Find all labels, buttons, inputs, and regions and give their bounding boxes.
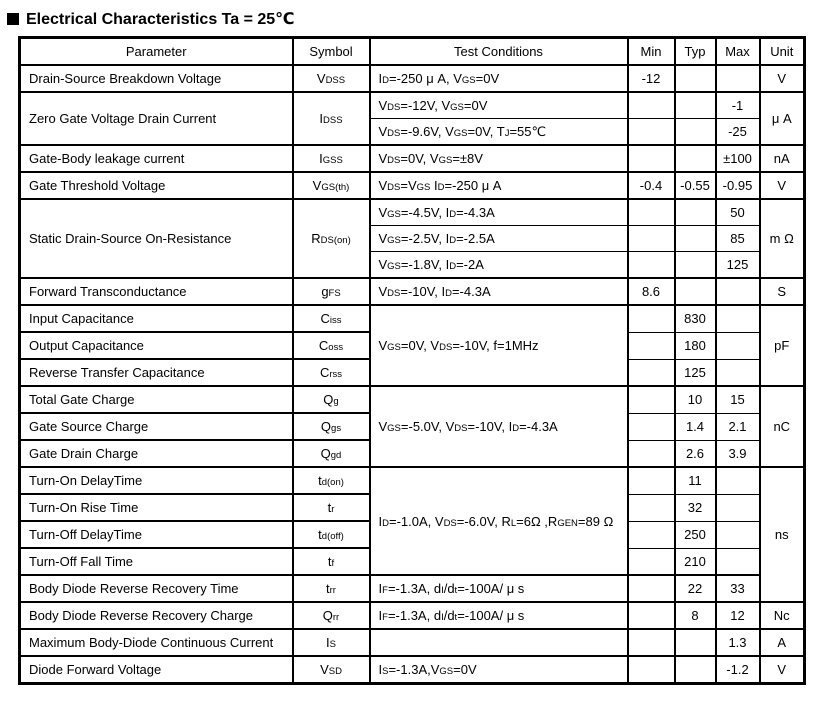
min-cell [628,521,675,548]
min-cell [628,440,675,467]
cond-cell: VDS=-12V, VGS=0V [370,92,628,119]
typ-cell [675,119,716,146]
min-cell [628,575,675,602]
typ-cell: 180 [675,332,716,359]
cond-cell: VGS=-4.5V, ID=-4.3A [370,199,628,226]
max-cell: 3.9 [716,440,760,467]
cond-cell: ID=-1.0A, VDS=-6.0V, RL=6Ω ,RGEN=89 Ω [370,467,628,575]
typ-cell [675,145,716,172]
min-cell [628,413,675,440]
unit-cell: S [760,278,805,305]
typ-cell: 125 [675,359,716,386]
col-header-typ: Typ [675,38,716,66]
unit-cell: A [760,629,805,656]
table-row [20,575,805,602]
min-cell [628,305,675,332]
min-cell: -0.4 [628,172,675,199]
min-cell [628,548,675,575]
param-cell: Turn-On Rise Time [20,494,293,521]
typ-cell: 8 [675,602,716,629]
min-cell [628,252,675,279]
symbol-cell: RDS(on) [293,199,370,278]
param-cell: Input Capacitance [20,305,293,332]
typ-cell: 250 [675,521,716,548]
col-header-min: Min [628,38,675,66]
symbol-cell: gFS [293,278,370,305]
param-cell: Forward Transconductance [20,278,293,305]
min-cell [628,494,675,521]
max-cell: 125 [716,252,760,279]
unit-cell: nC [760,386,805,467]
unit-cell: V [760,65,805,92]
section-marker-square-icon [7,13,19,25]
typ-cell: 22 [675,575,716,602]
section-title-text: Electrical Characteristics Ta = 25℃ [26,11,295,28]
min-cell [628,226,675,252]
cond-cell: ID=-250 μ A, VGS=0V [370,65,628,92]
min-cell [628,656,675,684]
unit-cell: V [760,656,805,684]
param-cell: Diode Forward Voltage [20,656,293,684]
min-cell [628,602,675,629]
max-cell: 33 [716,575,760,602]
unit-cell: pF [760,305,805,386]
param-cell: Gate Threshold Voltage [20,172,293,199]
unit-cell: μ A [760,92,805,145]
symbol-cell: IGSS [293,145,370,172]
min-cell [628,359,675,386]
max-cell: -1 [716,92,760,119]
param-cell: Output Capacitance [20,332,293,359]
typ-cell [675,199,716,226]
max-cell [716,278,760,305]
cond-cell: IF=-1.3A, dI/dt=-100A/ μ s [370,602,628,629]
typ-cell [675,252,716,279]
symbol-cell: Qgd [293,440,370,467]
table-row [20,305,805,332]
min-cell [628,199,675,226]
table-row [20,172,805,199]
max-cell: ±100 [716,145,760,172]
max-cell: 1.3 [716,629,760,656]
symbol-cell: td(on) [293,467,370,494]
typ-cell [675,278,716,305]
symbol-cell: Qgs [293,413,370,440]
max-cell: 50 [716,199,760,226]
electrical-characteristics-table [18,36,806,685]
symbol-cell: VDSS [293,65,370,92]
symbol-cell: tf [293,548,370,575]
table-row [20,92,805,119]
symbol-cell: Crss [293,359,370,386]
symbol-cell: VSD [293,656,370,684]
unit-cell: nA [760,145,805,172]
typ-cell [675,65,716,92]
symbol-cell: Ciss [293,305,370,332]
typ-cell: 210 [675,548,716,575]
param-cell: Maximum Body-Diode Continuous Current [20,629,293,656]
param-cell: Total Gate Charge [20,386,293,413]
typ-cell: 830 [675,305,716,332]
max-cell [716,305,760,332]
symbol-cell: Coss [293,332,370,359]
max-cell [716,494,760,521]
cond-cell: IF=-1.3A, dI/dt=-100A/ μ s [370,575,628,602]
typ-cell [675,656,716,684]
table-row [20,278,805,305]
param-cell: Drain-Source Breakdown Voltage [20,65,293,92]
param-cell: Body Diode Reverse Recovery Charge [20,602,293,629]
cond-cell: VDS=0V, VGS=±8V [370,145,628,172]
symbol-cell: trr [293,575,370,602]
table-row [20,65,805,92]
min-cell: 8.6 [628,278,675,305]
col-header-test-conditions: Test Conditions [370,38,628,66]
typ-cell: -0.55 [675,172,716,199]
symbol-cell: IS [293,629,370,656]
max-cell: -1.2 [716,656,760,684]
symbol-cell: VGS(th) [293,172,370,199]
param-cell: Gate Source Charge [20,413,293,440]
unit-cell: m Ω [760,199,805,278]
symbol-cell: tr [293,494,370,521]
param-cell: Body Diode Reverse Recovery Time [20,575,293,602]
unit-cell: V [760,172,805,199]
cond-cell: VGS=-5.0V, VDS=-10V, ID=-4.3A [370,386,628,467]
max-cell [716,548,760,575]
cond-cell: VGS=-1.8V, ID=-2A [370,252,628,279]
min-cell: -12 [628,65,675,92]
cond-cell: VDS=-10V, ID=-4.3A [370,278,628,305]
section-title [7,9,821,29]
param-cell: Zero Gate Voltage Drain Current [20,92,293,145]
min-cell [628,145,675,172]
col-header-max: Max [716,38,760,66]
unit-cell: Nc [760,602,805,629]
typ-cell: 10 [675,386,716,413]
table-row [20,386,805,413]
max-cell [716,332,760,359]
cond-cell: VDS=-9.6V, VGS=0V, TJ=55℃ [370,119,628,146]
max-cell [716,467,760,494]
min-cell [628,332,675,359]
max-cell [716,521,760,548]
cond-cell: VGS=0V, VDS=-10V, f=1MHz [370,305,628,386]
typ-cell: 32 [675,494,716,521]
header-row [20,38,805,66]
col-header-unit: Unit [760,38,805,66]
typ-cell: 2.6 [675,440,716,467]
typ-cell: 1.4 [675,413,716,440]
table-row [20,145,805,172]
symbol-cell: Qg [293,386,370,413]
cond-cell: VGS=-2.5V, ID=-2.5A [370,226,628,252]
param-cell: Gate Drain Charge [20,440,293,467]
param-cell: Static Drain-Source On-Resistance [20,199,293,278]
min-cell [628,386,675,413]
typ-cell [675,226,716,252]
param-cell: Turn-Off Fall Time [20,548,293,575]
max-cell: 2.1 [716,413,760,440]
typ-cell: 11 [675,467,716,494]
table-row [20,656,805,684]
cond-cell: IS=-1.3A,VGS=0V [370,656,628,684]
table-row [20,467,805,494]
col-header-parameter: Parameter [20,38,293,66]
table-row [20,199,805,226]
max-cell [716,65,760,92]
param-cell: Reverse Transfer Capacitance [20,359,293,386]
max-cell: 15 [716,386,760,413]
cond-cell: VDS=VGS ID=-250 μ A [370,172,628,199]
param-cell: Gate-Body leakage current [20,145,293,172]
max-cell: 12 [716,602,760,629]
col-header-symbol: Symbol [293,38,370,66]
cond-cell [370,629,628,656]
min-cell [628,119,675,146]
max-cell: 85 [716,226,760,252]
table-row [20,629,805,656]
param-cell: Turn-On DelayTime [20,467,293,494]
param-cell: Turn-Off DelayTime [20,521,293,548]
min-cell [628,629,675,656]
typ-cell [675,629,716,656]
max-cell: -25 [716,119,760,146]
min-cell [628,467,675,494]
typ-cell [675,92,716,119]
max-cell: -0.95 [716,172,760,199]
symbol-cell: Qrr [293,602,370,629]
table-row [20,602,805,629]
symbol-cell: td(off) [293,521,370,548]
min-cell [628,92,675,119]
unit-cell: ns [760,467,805,602]
symbol-cell: IDSS [293,92,370,145]
max-cell [716,359,760,386]
